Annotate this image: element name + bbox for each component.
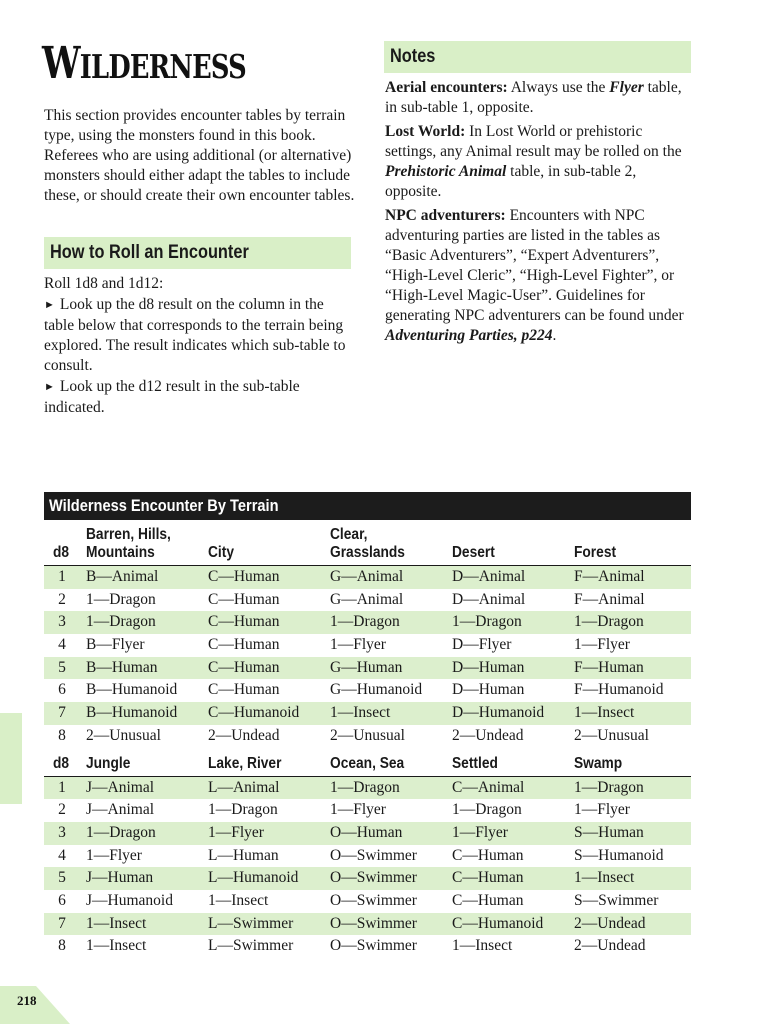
encounter-cell: O—Swimmer [330, 914, 417, 932]
encounter-cell: 1—Dragon [452, 801, 522, 819]
encounter-cell: G—Human [330, 658, 403, 676]
encounter-cell: C—Human [452, 891, 524, 909]
encounter-cell: 1—Flyer [452, 823, 508, 841]
roll-encounter-heading [44, 237, 351, 269]
roll-instructions [44, 274, 354, 419]
encounter-cell: O—Swimmer [330, 869, 417, 887]
table-row [44, 890, 691, 913]
encounter-cell: 1—Flyer [330, 636, 386, 654]
table-row [44, 702, 691, 725]
roll-heading-text: How to Roll an Encounter [50, 242, 249, 263]
d8-roll-cell: 7 [58, 914, 66, 932]
d8-roll-cell: 4 [58, 636, 66, 654]
encounter-cell: S—Swimmer [574, 891, 659, 909]
table-title [44, 492, 691, 520]
encounter-cell: 1—Dragon [86, 613, 156, 631]
intro-paragraph: This section provides encounter tables by terrain type, using the monsters found in this book. Referees who are using additional (or alternative) monsters should either adapt the tables to include these, or should create their own encounter tables. [44, 107, 355, 204]
encounter-cell: C—Human [208, 636, 280, 654]
encounter-cell: 2—Unusual [86, 726, 161, 744]
encounter-cell: 1—Dragon [452, 613, 522, 631]
encounter-cell: B—Humanoid [86, 704, 178, 722]
d8-roll-cell: 5 [58, 869, 66, 887]
encounter-cell: 1—Dragon [330, 778, 400, 796]
encounter-cell: 1—Insect [452, 937, 513, 955]
table-row [44, 566, 691, 589]
headers2-col-0-header: d8 [53, 754, 70, 772]
roll-step-1-text: Look up the d8 result on the column in the table below that corresponds to the terrain being explored. The result indicates which sub-table to consult. [44, 296, 346, 374]
table-row [44, 777, 691, 800]
d8-roll-cell: 1 [58, 568, 66, 585]
notes-heading [384, 41, 691, 73]
encounter-cell: 1—Dragon [330, 613, 400, 631]
headers2-col-1-header: Jungle [86, 754, 131, 772]
encounter-cell: L—Swimmer [208, 914, 294, 932]
headers1-col-0-header: d8 [53, 544, 70, 561]
encounter-cell: B—Animal [86, 568, 159, 585]
d8-roll-cell: 3 [58, 613, 66, 631]
table-row [44, 634, 691, 657]
encounter-cell: C—Humanoid [452, 914, 544, 932]
encounter-cell: 2—Undead [574, 937, 646, 955]
d8-roll-cell: 2 [58, 801, 66, 819]
table-row [44, 589, 691, 612]
encounter-cell: 1—Insect [86, 914, 147, 932]
note-aerial-text-a: Always use the [507, 79, 610, 96]
table-row [44, 657, 691, 680]
page-title-rest: ILDERNESS [79, 47, 246, 86]
headers2-col-2-header: Lake, River [208, 754, 282, 772]
headers2-col-5-header: Swamp [574, 754, 623, 772]
encounter-cell: 1—Insect [208, 891, 269, 909]
encounter-cell: S—Humanoid [574, 846, 664, 864]
d8-roll-cell: 8 [58, 937, 66, 955]
headers2-col-3-header: Ocean, Sea [330, 754, 405, 772]
note-npc-text-a: Encounters with NPC adventuring parties are listed in the tables as “Basic Adventurers”, “Expert Adventurers”, “High-Level Cleric”, “High-Level Fighter”, or “High-Level Magic-User”. Guidelines for generating NPC adventurers can be found under [385, 207, 684, 324]
table-row [44, 935, 691, 958]
page-title [42, 36, 246, 95]
notes-heading-text: Notes [390, 46, 436, 67]
encounter-cell: F—Animal [574, 590, 645, 608]
encounter-cell: 1—Dragon [208, 801, 278, 819]
encounter-cell: D—Human [452, 681, 525, 699]
intro-section [44, 106, 356, 206]
encounter-cell: B—Human [86, 658, 158, 676]
note-npc-text-b: . [552, 327, 557, 344]
encounter-cell: 1—Dragon [574, 613, 644, 631]
d8-roll-cell: 4 [58, 846, 66, 864]
table-row [44, 679, 691, 702]
section-tab-marker [0, 713, 22, 804]
note-lost-world [385, 122, 695, 202]
encounter-cell: C—Human [208, 590, 280, 608]
encounter-cell: G—Animal [330, 568, 404, 585]
encounter-cell: 2—Unusual [574, 726, 649, 744]
note-lost-text-b: table, in sub-table 2, opposite. [385, 163, 637, 200]
triangle-bullet-icon: ► [44, 381, 55, 393]
encounter-cell: L—Animal [208, 778, 280, 796]
encounter-cell: F—Humanoid [574, 681, 664, 699]
encounter-cell: C—Human [452, 869, 524, 887]
d8-roll-cell: 5 [58, 658, 66, 676]
note-lost-label: Lost World: [385, 123, 466, 140]
encounter-cell: O—Swimmer [330, 891, 417, 909]
encounter-cell: 2—Unusual [330, 726, 405, 744]
note-aerial-text-b: table, in sub-table 1, opposite. [385, 79, 682, 116]
table-title-text: Wilderness Encounter By Terrain [49, 496, 279, 515]
roll-step-2 [44, 377, 354, 418]
encounter-cell: F—Human [574, 658, 644, 676]
encounter-cell: D—Human [452, 658, 525, 676]
encounter-cell: D—Humanoid [452, 704, 545, 722]
encounter-cell: S—Human [574, 823, 644, 841]
table-header-1 [44, 520, 691, 566]
d8-roll-cell: 7 [58, 704, 66, 722]
page-number: 218 [17, 993, 37, 1008]
note-aerial [385, 78, 695, 118]
d8-roll-cell: 6 [58, 891, 66, 909]
headers1-col-3-header: Clear, Grasslands [330, 526, 405, 561]
encounter-cell: 1—Insect [574, 704, 635, 722]
encounter-cell: C—Human [208, 681, 280, 699]
encounter-cell: O—Swimmer [330, 937, 417, 955]
d8-roll-cell: 2 [58, 590, 66, 608]
table-row [44, 611, 691, 634]
encounter-cell: 1—Dragon [86, 823, 156, 841]
encounter-cell: D—Animal [452, 590, 526, 608]
encounter-cell: B—Humanoid [86, 681, 178, 699]
d8-roll-cell: 3 [58, 823, 66, 841]
encounter-cell: 1—Dragon [574, 778, 644, 796]
encounter-cell: J—Humanoid [86, 891, 173, 909]
headers1-col-1-header: Barren, Hills, Mountains [86, 526, 171, 561]
table-body-1 [44, 566, 691, 748]
d8-roll-cell: 1 [58, 778, 66, 796]
table-row [44, 845, 691, 868]
encounter-cell: O—Human [330, 823, 403, 841]
table-row [44, 867, 691, 890]
note-npc [385, 206, 695, 346]
encounter-cell: J—Animal [86, 778, 155, 796]
note-npc-emphasis: Adventuring Parties, p224 [385, 327, 553, 344]
encounter-cell: 1—Flyer [86, 846, 142, 864]
encounter-cell: F—Animal [574, 568, 645, 585]
table-row [44, 799, 691, 822]
table-row [44, 822, 691, 845]
encounter-cell: L—Humanoid [208, 869, 299, 887]
encounter-cell: 1—Insect [86, 937, 147, 955]
encounter-cell: 1—Flyer [330, 801, 386, 819]
note-aerial-label: Aerial encounters: [385, 79, 508, 96]
encounter-cell: C—Human [208, 613, 280, 631]
encounter-cell: 1—Flyer [574, 636, 630, 654]
headers1-col-2-header: City [208, 544, 235, 561]
headers2-col-4-header: Settled [452, 754, 498, 772]
encounter-cell: 1—Insect [330, 704, 391, 722]
encounter-cell: C—Human [208, 658, 280, 676]
d8-roll-cell: 8 [58, 726, 66, 744]
encounter-cell: C—Animal [452, 778, 525, 796]
table-row [44, 725, 691, 748]
d8-roll-cell: 6 [58, 681, 66, 699]
encounter-cell: 1—Flyer [208, 823, 264, 841]
encounter-cell: J—Animal [86, 801, 155, 819]
roll-intro-line: Roll 1d8 and 1d12: [44, 275, 164, 292]
headers1-col-4-header: Desert [452, 544, 495, 561]
table-header-2 [44, 752, 691, 777]
note-lost-emphasis: Prehistoric Animal [385, 163, 507, 180]
note-npc-label: NPC adventurers: [385, 207, 506, 224]
note-aerial-emphasis: Flyer [609, 79, 644, 96]
encounter-cell: 2—Undead [208, 726, 280, 744]
encounter-table [44, 492, 691, 958]
table-body-2 [44, 777, 691, 959]
encounter-cell: 2—Undead [574, 914, 646, 932]
triangle-bullet-icon: ► [44, 299, 55, 311]
notes-section [385, 78, 695, 350]
roll-step-2-text: Look up the d12 result in the sub-table indicated. [44, 378, 300, 416]
encounter-cell: G—Animal [330, 590, 404, 608]
encounter-cell: C—Human [208, 568, 280, 585]
headers1-col-5-header: Forest [574, 544, 617, 561]
encounter-cell: C—Humanoid [208, 704, 300, 722]
encounter-cell: 1—Dragon [86, 590, 156, 608]
encounter-cell: O—Swimmer [330, 846, 417, 864]
encounter-cell: G—Humanoid [330, 681, 423, 699]
encounter-cell: 1—Flyer [574, 801, 630, 819]
encounter-cell: L—Swimmer [208, 937, 294, 955]
encounter-cell: B—Flyer [86, 636, 145, 654]
encounter-cell: C—Human [452, 846, 524, 864]
encounter-cell: D—Animal [452, 568, 526, 585]
encounter-cell: L—Human [208, 846, 279, 864]
encounter-cell: 1—Insect [574, 869, 635, 887]
page-title-initial: W [42, 38, 80, 89]
encounter-cell: J—Human [86, 869, 154, 887]
note-lost-text-a: In Lost World or prehistoric settings, any Animal result may be rolled on the [385, 123, 682, 160]
table-row [44, 913, 691, 936]
roll-step-1 [44, 295, 354, 376]
encounter-cell: 2—Undead [452, 726, 524, 744]
encounter-cell: D—Flyer [452, 636, 512, 654]
